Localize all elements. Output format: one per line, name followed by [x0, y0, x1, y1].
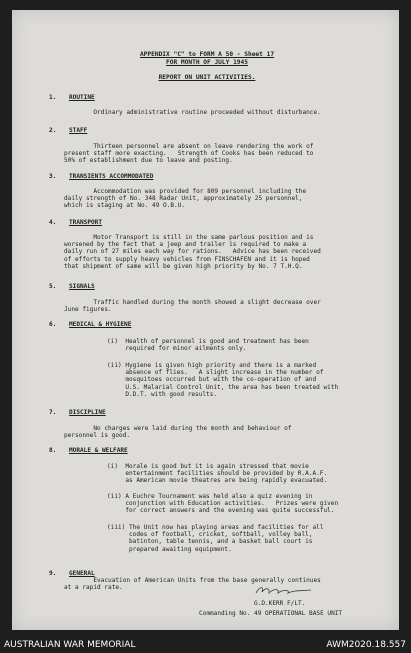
section-body-general: Evacuation of American Units from the base generally continues at a rapid rate.: [64, 577, 321, 592]
section-number: 2.: [49, 127, 57, 134]
handwritten-signature: [254, 584, 314, 596]
archive-name: AUSTRALIAN WAR MEMORIAL: [4, 640, 136, 650]
section-body-transport: Motor Transport is still in the same parlous position and is worsened by the fact that a jeep and trailer is required to make a daily run of 27 miles each way for rations. Advice has been received of efforts to supply heavy vehicles from FINSCHAFEN and it is hoped that shipment of same will be given high priority by No. 7 T.H.Q.: [64, 234, 321, 270]
section-body-discipline: No charges were laid during the month and behaviour of personnel is good.: [64, 425, 292, 440]
signatory-name: G.D.KERR F/LT.: [254, 600, 306, 607]
section-body-routine: Ordinary administrative routine proceeded without disturbance.: [64, 109, 321, 116]
section-number: 7.: [49, 409, 57, 416]
archive-footer: [0, 638, 411, 653]
section-title-transport: TRANSPORT: [69, 219, 103, 226]
morale-item-ii: (ii) A Euchre Tournament was held also a quiz evening in conjunction with Education activities. Prizes were given for correct answers and the evening was quite successful.: [107, 493, 339, 515]
section-title-transients: TRANSIENTS ACCOMMODATED: [69, 173, 154, 180]
section-title-medical: MEDICAL & HYGIENE: [69, 321, 132, 328]
section-number: 1.: [49, 94, 57, 101]
section-number: 8.: [49, 447, 57, 454]
morale-item-i: (i) Morale is good but it is again stressed that movie entertainment facilities should be provided by R.A.A.F. as American movie theatres are being rapidly evacuated.: [107, 463, 328, 485]
document-page: [12, 10, 399, 630]
archive-reference: AWM2020.18.557: [326, 640, 406, 650]
section-title-general: GENERAL: [69, 570, 95, 577]
section-number: 9.: [49, 570, 57, 577]
section-title-staff: STAFF: [69, 127, 88, 134]
morale-item-iii: (iii) The Unit now has playing areas and facilities for all codes of football, cricket, softball, volley ball, batinton, table tennis, and a basket ball court is prepared awaiting equipment.: [107, 524, 324, 553]
month-heading: FOR MONTH OF JULY 1945: [166, 59, 248, 66]
section-title-routine: ROUTINE: [69, 94, 95, 101]
section-title-morale: MORALE & WELFARE: [69, 447, 128, 454]
report-body: [22, 10, 392, 630]
appendix-heading: APPENDIX "C" to FORM A 50 - Sheet 17: [139, 51, 275, 58]
report-title: REPORT ON UNIT ACTIVITIES.: [158, 74, 256, 81]
section-number: 4.: [49, 219, 57, 226]
section-body-staff: Thirteen personnel are absent on leave rendering the work of present staff more exacting. Strength of Cooks has been reduced to 50% of establishment due to leave and posting.: [64, 143, 314, 165]
section-number: 6.: [49, 321, 57, 328]
section-body-transients: Accommodation was provided for 809 personnel including the daily strength of No. 348 Radar Unit, approximately 25 personnel, which is staging at No. 49 O.B.U.: [64, 188, 307, 210]
section-body-signals: Traffic handled during the month showed a slight decrease over June figures.: [64, 299, 321, 314]
signatory-title: Commanding No. 49 OPERATIONAL BASE UNIT: [199, 610, 343, 617]
medical-item-i: (i) Health of personnel is good and treatment has been required for minor ailments only.: [107, 338, 309, 353]
section-title-discipline: DISCIPLINE: [69, 409, 106, 416]
section-number: 5.: [49, 283, 57, 290]
section-title-signals: SIGNALS: [69, 283, 95, 290]
section-number: 3.: [49, 173, 57, 180]
medical-item-ii: (ii) Hygiene is given high priority and there is a marked absence of flies. A slight increase in the number of mosquitoes occurred but with the co-operation of and U.S. Malarial Control Unit, the area has been treated with D.D.T. with good results.: [107, 362, 339, 398]
